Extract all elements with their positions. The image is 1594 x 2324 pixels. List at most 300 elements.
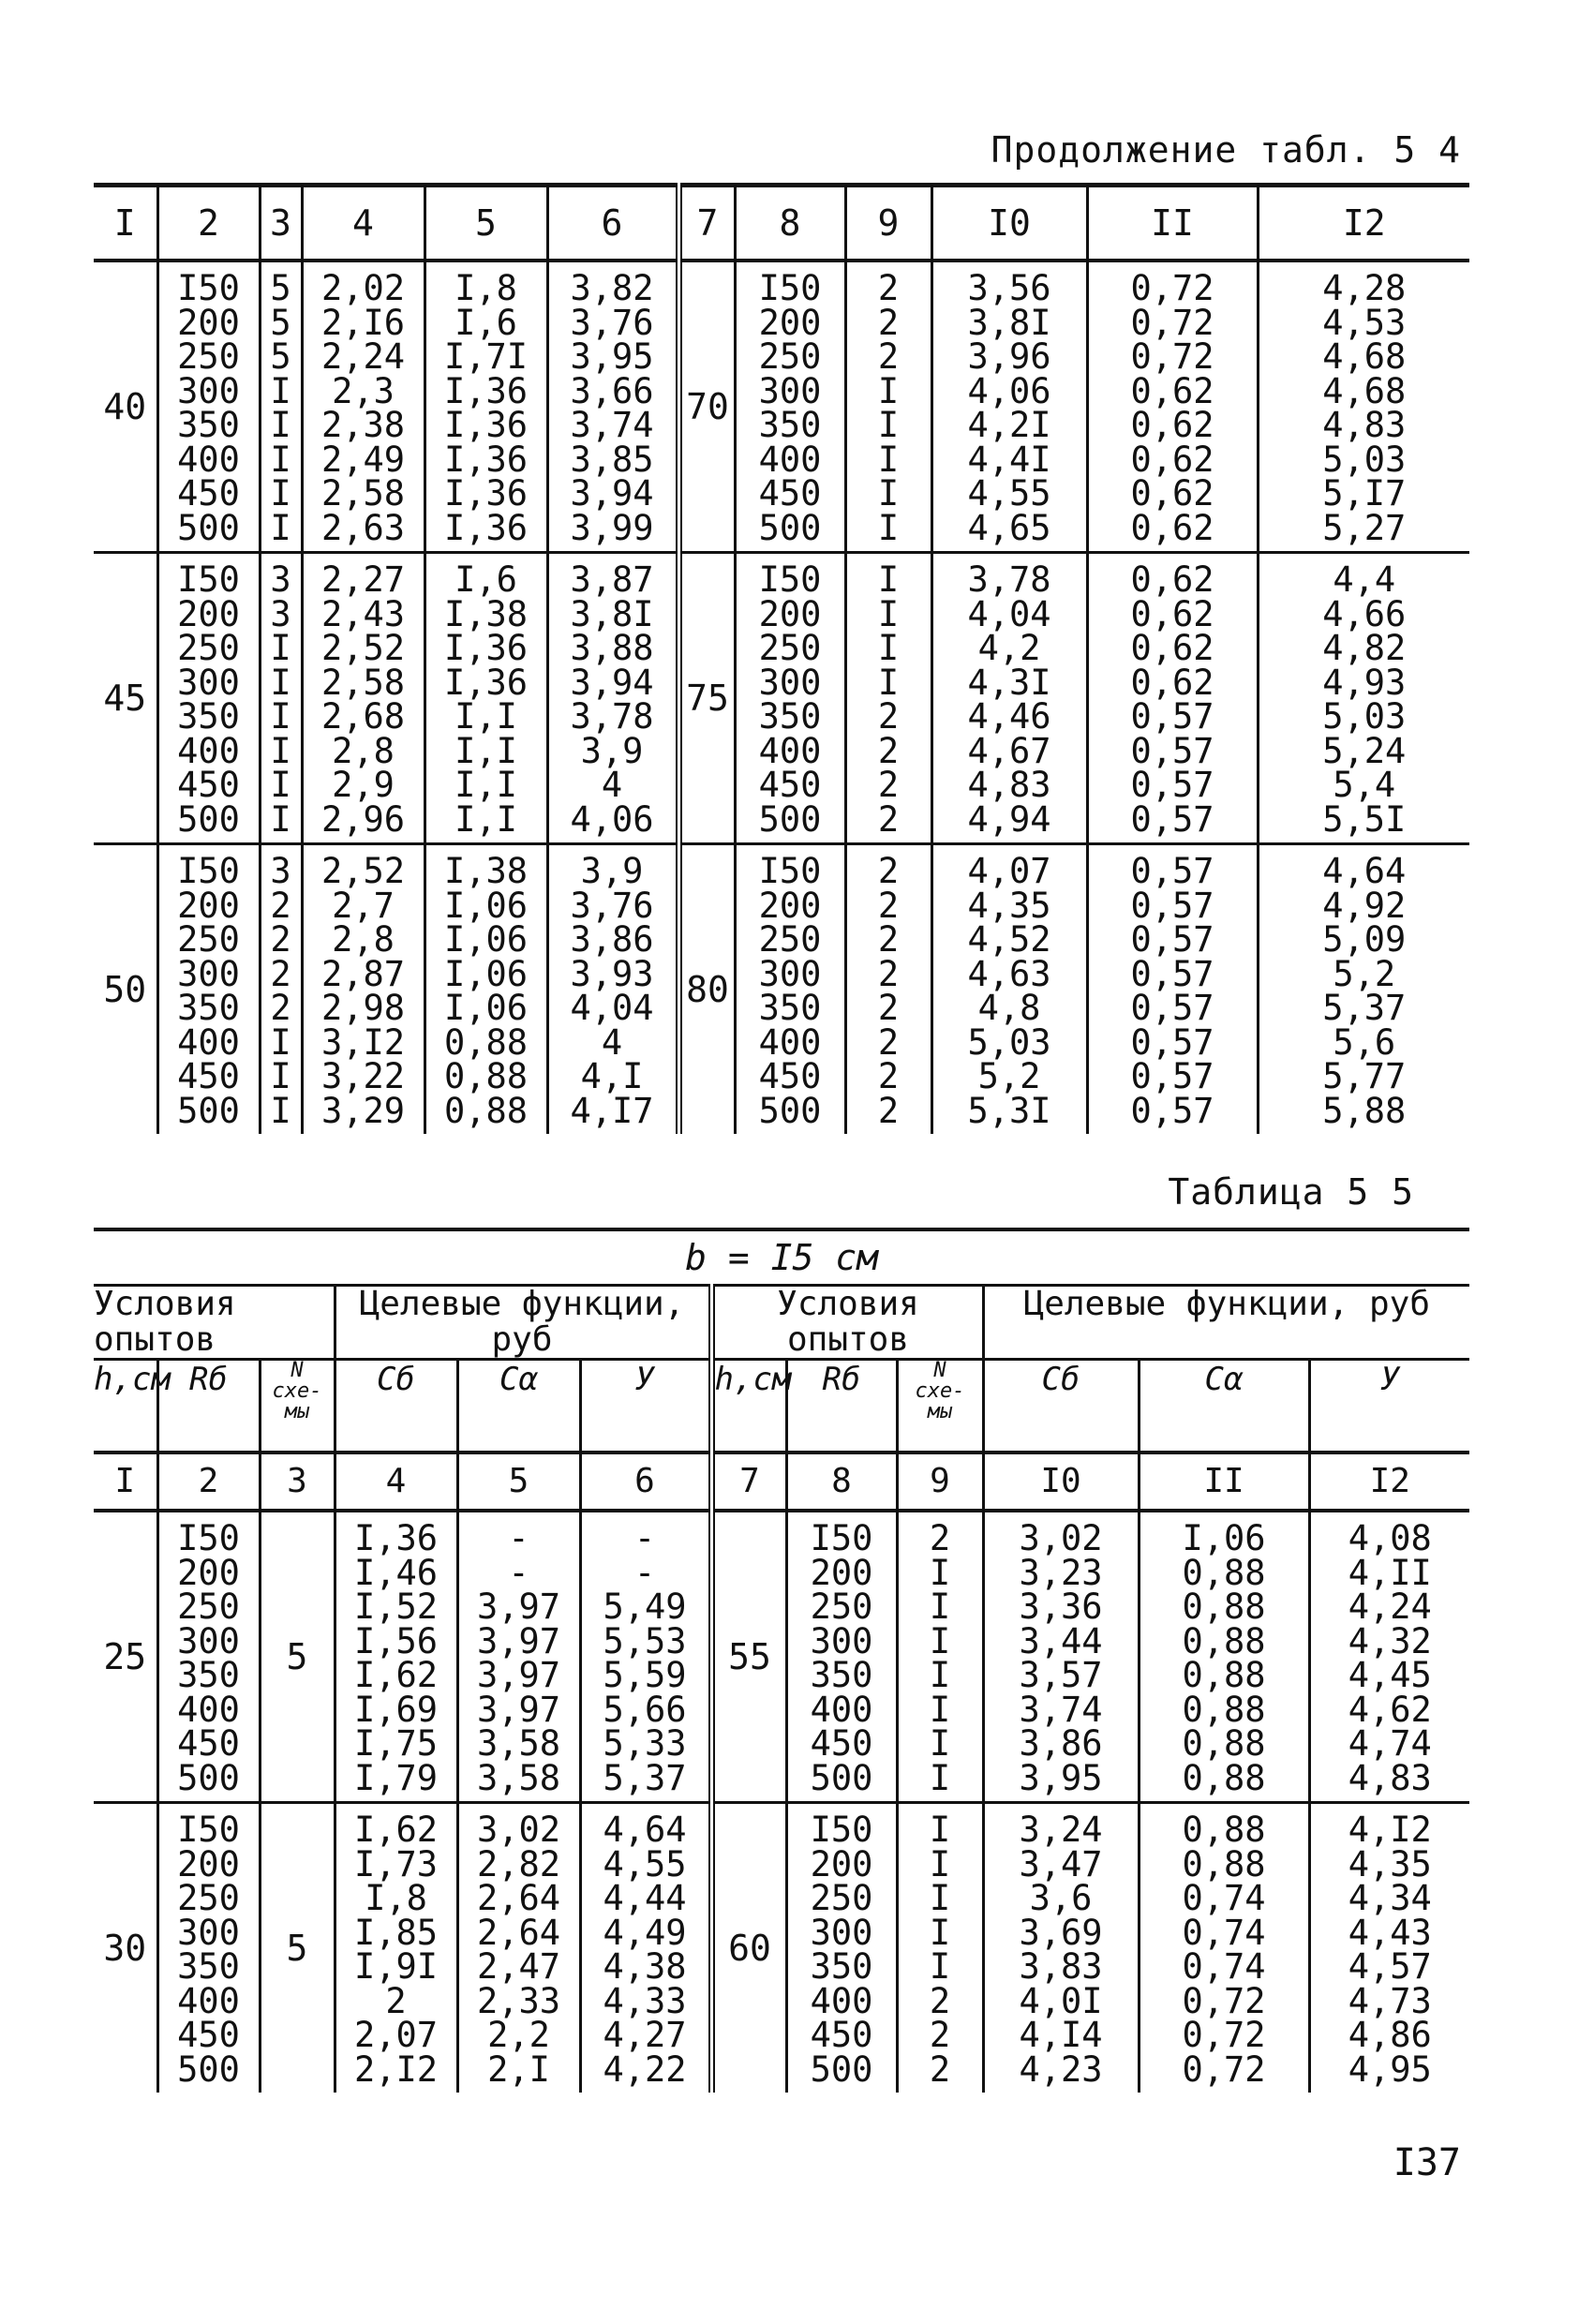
value-column	[1087, 844, 1258, 1135]
value-cell: 4,95	[1348, 2052, 1432, 2087]
value-cell: I,75	[353, 1727, 439, 1762]
value-cell: 5,I7	[1322, 477, 1407, 512]
value-cell: I,73	[353, 1847, 439, 1882]
h-value: 30	[103, 1928, 147, 1969]
col-num: I2	[1309, 1452, 1469, 1511]
value-cell: 400	[758, 1025, 822, 1060]
value-cell: I	[877, 632, 900, 666]
value-cell: 300	[810, 1624, 873, 1659]
group-header-row	[94, 1286, 1469, 1360]
value-cell: I,79	[353, 1761, 439, 1795]
conditions-right-header: Условия опытов	[711, 1286, 983, 1360]
value-cell: 350	[177, 991, 240, 1026]
h-value: 70	[678, 261, 735, 553]
value-cell: 2	[929, 2019, 951, 2053]
value-cell: 4,66	[1322, 597, 1407, 632]
value-column	[580, 1803, 711, 2093]
value-column	[1258, 553, 1469, 844]
value-cell: 2	[877, 734, 900, 768]
value-cell: 300	[758, 957, 822, 991]
value-cell: 4,38	[603, 1950, 687, 1985]
value-cell: 3,78	[967, 563, 1051, 598]
value-cell: I	[877, 665, 900, 700]
value-cell: I	[929, 1727, 951, 1762]
value-cell: 450	[810, 2019, 873, 2053]
value-cell: 4,74	[1348, 1727, 1432, 1762]
value-cell: -	[508, 1522, 529, 1557]
value-cell: 2,87	[320, 957, 406, 991]
sym-n-top: N	[933, 1359, 946, 1382]
conditions-left-header: Условия опытов	[94, 1286, 335, 1360]
value-cell: 200	[177, 888, 240, 923]
value-column	[1258, 261, 1469, 553]
value-cell: I	[929, 1847, 951, 1882]
value-cell: 4,23	[1019, 2052, 1103, 2087]
width-row	[94, 1229, 1469, 1286]
value-cell: 2,47	[476, 1950, 561, 1985]
value-cell: 300	[177, 665, 240, 700]
value-column	[457, 1511, 580, 1803]
value-column	[1309, 1803, 1469, 2093]
value-cell: I,06	[443, 991, 529, 1026]
value-cell: 250	[177, 632, 240, 666]
value-cell: 4,62	[1348, 1692, 1432, 1727]
value-cell: 500	[177, 511, 240, 545]
value-cell: I,36	[443, 511, 529, 545]
value-cell: I,52	[353, 1590, 439, 1625]
value-cell: 0,62	[1130, 597, 1214, 632]
value-cell: I,38	[443, 597, 529, 632]
value-cell: 0,88	[1182, 1659, 1266, 1693]
value-column	[425, 261, 547, 553]
value-cell: 3,76	[570, 305, 654, 340]
value-cell: 2	[270, 957, 291, 991]
value-cell: 3,74	[570, 409, 654, 443]
value-cell: 300	[177, 374, 240, 409]
h-value: 80	[678, 844, 735, 1135]
value-column	[735, 261, 845, 553]
value-cell: I	[929, 1915, 951, 1950]
value-cell: 0,57	[1130, 957, 1214, 991]
value-cell: 4,4	[1333, 563, 1396, 598]
col-num: 3	[260, 1452, 335, 1511]
value-column	[931, 844, 1087, 1135]
value-column	[157, 261, 260, 553]
value-cell: I	[929, 1590, 951, 1625]
col-num: 7	[678, 186, 735, 261]
value-cell: I	[877, 511, 900, 545]
value-cell: I50	[177, 855, 240, 889]
value-cell: I	[929, 1556, 951, 1590]
value-cell: 400	[177, 1025, 240, 1060]
value-column	[260, 261, 302, 553]
value-cell: 3,I2	[320, 1025, 406, 1060]
value-cell: 350	[810, 1950, 873, 1985]
value-cell: I	[270, 802, 291, 837]
value-cell: 5,2	[977, 1060, 1041, 1095]
value-cell: 250	[758, 340, 822, 375]
sym-r: Rб	[786, 1360, 897, 1453]
value-cell: 3	[270, 563, 291, 598]
value-cell: I	[929, 1692, 951, 1727]
value-cell: 3,24	[1019, 1813, 1103, 1848]
value-cell: I	[270, 665, 291, 700]
value-cell: 3,58	[476, 1761, 561, 1795]
value-cell: 4,44	[603, 1882, 687, 1916]
value-cell: 0,88	[1182, 1847, 1266, 1882]
sym-n	[260, 1360, 335, 1453]
sym-n-bot: мы	[284, 1400, 310, 1423]
value-cell: 2,64	[476, 1915, 561, 1950]
value-cell: 450	[758, 1060, 822, 1095]
value-cell: I	[929, 1882, 951, 1916]
value-cell: I	[877, 442, 900, 477]
value-cell: 250	[177, 1590, 240, 1625]
value-cell: 2,38	[320, 409, 406, 443]
value-column	[335, 1511, 457, 1803]
value-cell: 500	[177, 1094, 240, 1128]
value-cell: 5,27	[1322, 511, 1407, 545]
value-cell: 4,2I	[967, 409, 1051, 443]
value-cell: 3,97	[476, 1692, 561, 1727]
value-column	[845, 844, 931, 1135]
value-cell: 0,57	[1130, 1060, 1214, 1095]
value-cell: 4,4I	[967, 442, 1051, 477]
value-cell: 300	[810, 1915, 873, 1950]
value-cell: I	[270, 1025, 291, 1060]
value-cell: 3,97	[476, 1624, 561, 1659]
value-cell: I	[270, 1060, 291, 1095]
value-cell: 0,72	[1130, 272, 1214, 306]
value-cell: I	[929, 1813, 951, 1848]
value-cell: 0,62	[1130, 511, 1214, 545]
value-cell: 250	[177, 340, 240, 375]
value-cell: 5,53	[603, 1624, 687, 1659]
value-cell: I	[877, 563, 900, 598]
value-cell: 400	[810, 1692, 873, 1727]
value-cell: 2,49	[320, 442, 406, 477]
value-cell: 250	[758, 632, 822, 666]
value-cell: I	[877, 409, 900, 443]
value-column	[983, 1511, 1139, 1803]
value-cell: 5	[270, 340, 291, 375]
sym-h: h,см	[94, 1360, 157, 1453]
value-cell: 450	[810, 1727, 873, 1762]
value-column	[425, 844, 547, 1135]
value-cell: 500	[177, 2052, 240, 2087]
value-cell: 2,43	[320, 597, 406, 632]
value-cell: 2	[877, 957, 900, 991]
value-cell: 0,88	[1182, 1692, 1266, 1727]
value-cell: 3,74	[1019, 1692, 1103, 1727]
value-cell: 0,72	[1182, 2052, 1266, 2087]
value-cell: 500	[758, 511, 822, 545]
value-cell: 250	[177, 1882, 240, 1916]
value-cell: I	[877, 374, 900, 409]
value-cell: 5,09	[1322, 923, 1407, 958]
value-cell: 3,86	[570, 923, 654, 958]
value-column	[457, 1803, 580, 2093]
value-cell: 5,24	[1322, 734, 1407, 768]
value-cell: 300	[758, 665, 822, 700]
value-cell: I	[270, 700, 291, 735]
value-cell: 0,88	[443, 1060, 529, 1095]
value-cell: 2	[877, 802, 900, 837]
value-cell: 0,57	[1130, 1094, 1214, 1128]
value-cell: 450	[758, 768, 822, 803]
value-cell: 2	[877, 1094, 900, 1128]
col-num: 9	[897, 1452, 983, 1511]
value-cell: 0,57	[1130, 700, 1214, 735]
value-cell: 250	[758, 923, 822, 958]
value-cell: I,06	[443, 957, 529, 991]
value-cell: 5,33	[603, 1727, 687, 1762]
value-cell: 250	[810, 1590, 873, 1625]
value-cell: 450	[177, 477, 240, 512]
value-cell: 4,I4	[1019, 2019, 1103, 2053]
value-column	[302, 261, 425, 553]
value-column	[897, 1511, 983, 1803]
col-num: 5	[425, 186, 547, 261]
value-cell: 0,72	[1130, 305, 1214, 340]
value-cell: 2	[929, 1984, 951, 2019]
value-cell: 2	[270, 888, 291, 923]
col-num: I2	[1258, 186, 1469, 261]
table-5-4	[94, 183, 1469, 1134]
value-cell: 4,I7	[570, 1094, 654, 1128]
value-cell: 3,29	[320, 1094, 406, 1128]
value-column	[931, 553, 1087, 844]
value-cell: 400	[810, 1984, 873, 2019]
value-cell: 400	[758, 734, 822, 768]
value-column	[157, 844, 260, 1135]
value-cell: 3,82	[570, 272, 654, 306]
value-cell: 4,II	[1348, 1556, 1432, 1590]
value-cell: 0,57	[1130, 888, 1214, 923]
value-cell: 200	[758, 597, 822, 632]
value-cell: 4,3I	[967, 665, 1051, 700]
value-cell: 3,02	[476, 1813, 561, 1848]
value-cell: 500	[758, 1094, 822, 1128]
value-cell: 2,68	[320, 700, 406, 735]
value-cell: 3,22	[320, 1060, 406, 1095]
col-num: 5	[457, 1452, 580, 1511]
table-5-4-caption: Продолжение табл. 5 4	[991, 129, 1461, 171]
value-cell: 400	[758, 442, 822, 477]
value-cell: 4,45	[1348, 1659, 1432, 1693]
value-cell: I50	[810, 1813, 873, 1848]
value-cell: 2	[877, 888, 900, 923]
value-cell: 3,02	[1019, 1522, 1103, 1557]
h-value: 75	[678, 553, 735, 844]
page-number: I37	[1393, 2141, 1461, 2184]
value-cell: 4,04	[570, 991, 654, 1026]
value-cell: I,7I	[443, 340, 529, 375]
value-column	[302, 844, 425, 1135]
value-cell: I	[270, 1094, 291, 1128]
value-cell: I,06	[1182, 1522, 1266, 1557]
value-cell: 500	[177, 1761, 240, 1795]
value-cell: 500	[810, 1761, 873, 1795]
h-value: 45	[94, 553, 157, 844]
value-cell: I,62	[353, 1813, 439, 1848]
value-cell: 2	[929, 2052, 951, 2087]
value-cell: 0,88	[1182, 1556, 1266, 1590]
sym-ca: Сα	[1139, 1360, 1309, 1453]
value-cell: 3,9	[580, 734, 644, 768]
value-cell: I	[270, 477, 291, 512]
value-cell: 3,78	[570, 700, 654, 735]
value-cell: 2,7	[332, 888, 395, 923]
b-width-label: b = I5 см	[94, 1229, 1469, 1286]
value-cell: 0,74	[1182, 1915, 1266, 1950]
value-cell: 5,6	[1333, 1025, 1396, 1060]
value-cell: 0,88	[1182, 1813, 1266, 1848]
sym-n	[897, 1360, 983, 1453]
value-cell: I50	[177, 272, 240, 306]
value-cell: 2,I	[487, 2052, 550, 2087]
value-column	[845, 261, 931, 553]
value-cell: 4,2	[977, 632, 1041, 666]
h-value: 40	[94, 261, 157, 553]
value-cell: 2	[877, 768, 900, 803]
value-cell: 2,82	[476, 1847, 561, 1882]
value-cell: 5,03	[1322, 442, 1407, 477]
value-cell: I,38	[443, 855, 529, 889]
data-group	[94, 553, 1469, 844]
value-cell: 2	[877, 340, 900, 375]
value-column	[580, 1511, 711, 1803]
value-cell: 4,57	[1348, 1950, 1432, 1985]
value-cell: 3,97	[476, 1659, 561, 1693]
value-cell: I,36	[443, 442, 529, 477]
value-cell: 450	[177, 1727, 240, 1762]
h-value: 50	[103, 969, 147, 1010]
column-number-row	[94, 186, 1469, 261]
functions-left-header: Целевые функции, руб	[335, 1286, 711, 1360]
value-cell: 400	[177, 442, 240, 477]
value-cell: I,8	[365, 1882, 427, 1916]
value-cell: 2,52	[320, 632, 406, 666]
col-num: II	[1139, 1452, 1309, 1511]
value-cell: 2,9	[332, 768, 395, 803]
value-cell: 2,64	[476, 1882, 561, 1916]
value-cell: 0,62	[1130, 442, 1214, 477]
value-cell: 5,88	[1322, 1094, 1407, 1128]
value-cell: 3,94	[570, 665, 654, 700]
sym-cb: Сб	[983, 1360, 1139, 1453]
value-cell: 350	[177, 409, 240, 443]
value-cell: 300	[177, 1624, 240, 1659]
value-cell: 400	[177, 1984, 240, 2019]
value-cell: 3,99	[570, 511, 654, 545]
value-cell: I50	[758, 855, 822, 889]
col-num: I0	[931, 186, 1087, 261]
table-5-5-caption: Таблица 5 5	[1168, 1171, 1414, 1213]
value-cell: 0,72	[1182, 1984, 1266, 2019]
value-cell: I50	[758, 272, 822, 306]
data-group	[94, 844, 1469, 1135]
value-cell: 4,83	[1348, 1761, 1432, 1795]
value-cell: I,62	[353, 1659, 439, 1693]
value-cell: 0,57	[1130, 923, 1214, 958]
value-cell: 4,68	[1322, 340, 1407, 375]
value-cell: 350	[177, 700, 240, 735]
value-cell: 0,57	[1130, 1025, 1214, 1060]
value-cell: I,36	[443, 665, 529, 700]
col-num: I0	[983, 1452, 1139, 1511]
value-cell: 3,8I	[967, 305, 1051, 340]
value-cell: I50	[177, 1813, 240, 1848]
value-cell: 4,68	[1322, 374, 1407, 409]
value-cell: 2,8	[332, 923, 395, 958]
value-cell: 3,23	[1019, 1556, 1103, 1590]
value-cell: 4,73	[1348, 1984, 1432, 2019]
value-cell: 0,57	[1130, 768, 1214, 803]
value-column	[335, 1803, 457, 2093]
value-cell: 3	[270, 855, 291, 889]
sym-n-mid: схе-	[915, 1379, 965, 1403]
col-num: 8	[735, 186, 845, 261]
value-cell: I,I	[454, 734, 517, 768]
value-cell: I	[929, 1659, 951, 1693]
value-cell: 5,5I	[1322, 802, 1407, 837]
value-column	[1258, 844, 1469, 1135]
value-cell: I,6	[454, 563, 517, 598]
value-cell: 0,88	[1182, 1624, 1266, 1659]
sym-cb: Сб	[335, 1360, 457, 1453]
value-cell: 300	[177, 957, 240, 991]
h-value: 25	[94, 1511, 157, 1803]
value-cell: I,85	[353, 1915, 439, 1950]
value-column	[1087, 261, 1258, 553]
value-cell: 2,58	[320, 665, 406, 700]
col-num: 7	[711, 1452, 786, 1511]
data-group	[94, 1511, 1469, 1803]
value-cell: 4,43	[1348, 1915, 1432, 1950]
col-num: II	[1087, 186, 1258, 261]
value-cell: 4,24	[1348, 1590, 1432, 1625]
value-cell: 450	[177, 1060, 240, 1095]
value-cell: I	[270, 442, 291, 477]
value-cell: 2	[877, 305, 900, 340]
value-column	[302, 553, 425, 844]
value-column	[547, 844, 678, 1135]
value-cell: 4,86	[1348, 2019, 1432, 2053]
value-cell: 5	[270, 305, 291, 340]
value-cell: 5,37	[603, 1761, 687, 1795]
value-cell: 0,62	[1130, 477, 1214, 512]
value-cell: 2,2	[487, 2019, 550, 2053]
value-cell: 3,95	[570, 340, 654, 375]
value-cell: 4	[601, 768, 623, 803]
value-cell: 200	[810, 1556, 873, 1590]
value-cell: 3,56	[967, 272, 1051, 306]
value-cell: 5,2	[1333, 957, 1396, 991]
value-cell: 500	[177, 802, 240, 837]
value-cell: I,06	[443, 888, 529, 923]
value-cell: 3,87	[570, 563, 654, 598]
value-cell: 2,58	[320, 477, 406, 512]
value-cell: 0,88	[1182, 1727, 1266, 1762]
value-cell: 3,69	[1019, 1915, 1103, 1950]
value-cell: 4,33	[603, 1984, 687, 2019]
value-cell: I,06	[443, 923, 529, 958]
value-cell: 2,33	[476, 1984, 561, 2019]
value-cell: 2	[385, 1984, 407, 2019]
table-5-5	[94, 1228, 1469, 2093]
value-cell: 0,62	[1130, 563, 1214, 598]
